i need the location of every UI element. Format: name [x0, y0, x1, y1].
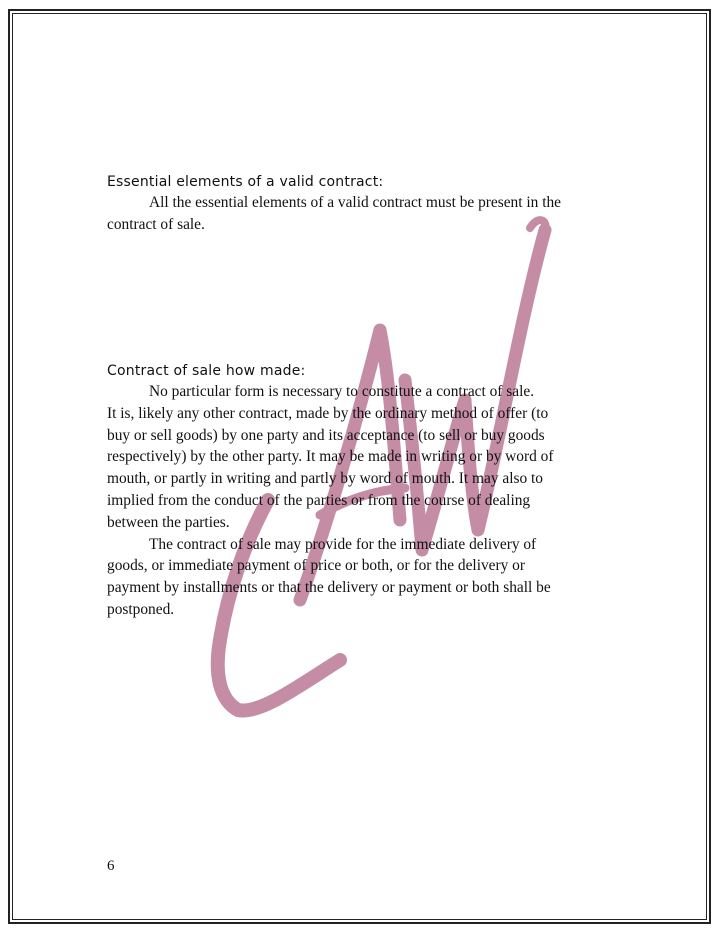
- section-paragraph: [107, 192, 617, 236]
- paragraph-text: The contract of sale may provide for the immediate delivery of goods, or immediate payment of price or both, or for the delivery or payment by installments or that the delivery or payment or both shall be postponed.: [107, 535, 551, 618]
- section-paragraph: [107, 534, 617, 621]
- section-essential-elements: [107, 172, 617, 236]
- section-heading: Essential elements of a valid contract:: [107, 174, 384, 190]
- paragraph-text: No particular form is necessary to constitute a contract of sale. It is, likely any other contract, made by the ordinary method of offer (to buy or sell goods) by one party and its acceptance (to sell or buy goods respectively) by the other party. It may be made in writing or by word of mouth, or partly in writing and partly by word of mouth. It may also to implied from the conduct of the parties or from the course of dealing between the parties.: [107, 383, 554, 531]
- page-number: 6: [107, 858, 115, 874]
- paragraph-text: All the essential elements of a valid contract must be present in the contract of sale.: [107, 194, 562, 233]
- section-heading: Contract of sale how made:: [107, 363, 306, 379]
- section-contract-how-made: [107, 361, 617, 621]
- section-paragraph: [107, 381, 617, 534]
